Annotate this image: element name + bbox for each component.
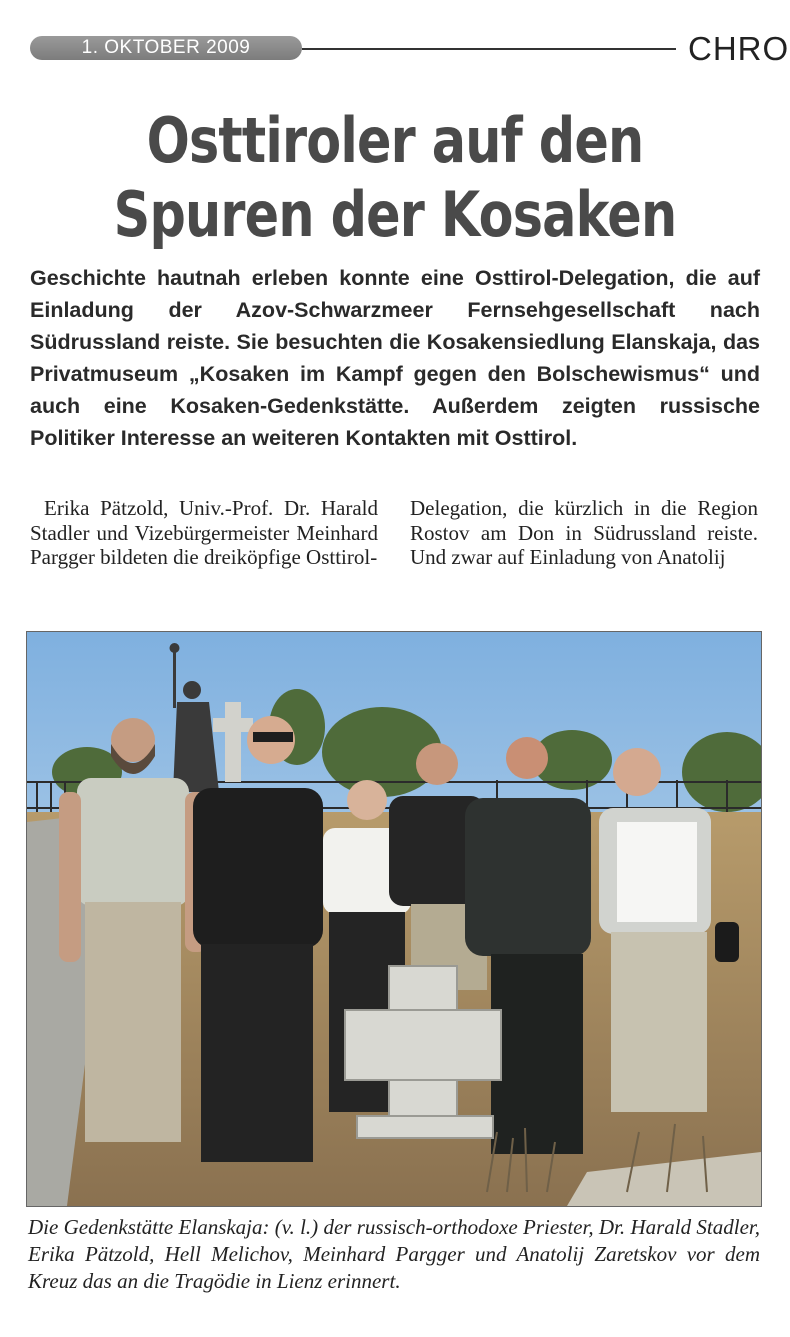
group-photo <box>26 631 762 1207</box>
article-headline <box>88 104 703 252</box>
header-rule <box>302 48 676 50</box>
photo-caption: Die Gedenkstätte Elanskaja: (v. l.) der russisch-orthodoxe Priester, Dr. Harald Stadler, Erika Pätzold, Hell Melichov, Meinhard Pargger und Anatolij Zaretskov vor dem Kreuz das an die Tragödie in Lienz erinnert. <box>28 1215 760 1293</box>
headline-line-2: Spuren der Kosaken <box>113 178 677 251</box>
article-lead: Geschichte hautnah erleben konnte eine Osttirol-Delegation, die auf Einladung der Azov-Schwarzmeer Fernsehgesellschaft nach Südrussland reiste. Sie besuchten die Kosakensiedlung Elanskaja, das Privatmuseum „Kosaken im Kampf gegen den Bolschewismus“ und auch eine Kosaken-Gedenkstätte. Außerdem zeigten russische Politiker Interesse an weiteren Kontakten mit Osttirol. <box>30 266 760 450</box>
section-name: CHRO <box>688 30 790 67</box>
article-body <box>30 496 760 606</box>
issue-date-badge: 1. OKTOBER 2009 <box>30 36 302 60</box>
page-header <box>0 28 790 68</box>
body-column-right: Delegation, die kürzlich in die Region Rostov am Don in Südrussland reiste. Und zwar auf Einladung von Anatolij <box>410 496 758 569</box>
headline-line-1: Osttiroler auf den <box>146 104 644 177</box>
body-column-left: Erika Pätzold, Univ.-Prof. Dr. Harald Stadler und Vizebürgermeister Meinhard Pargger bildeten die dreiköpfige Osttirol- <box>30 496 378 569</box>
photo-illustration <box>27 632 761 1206</box>
